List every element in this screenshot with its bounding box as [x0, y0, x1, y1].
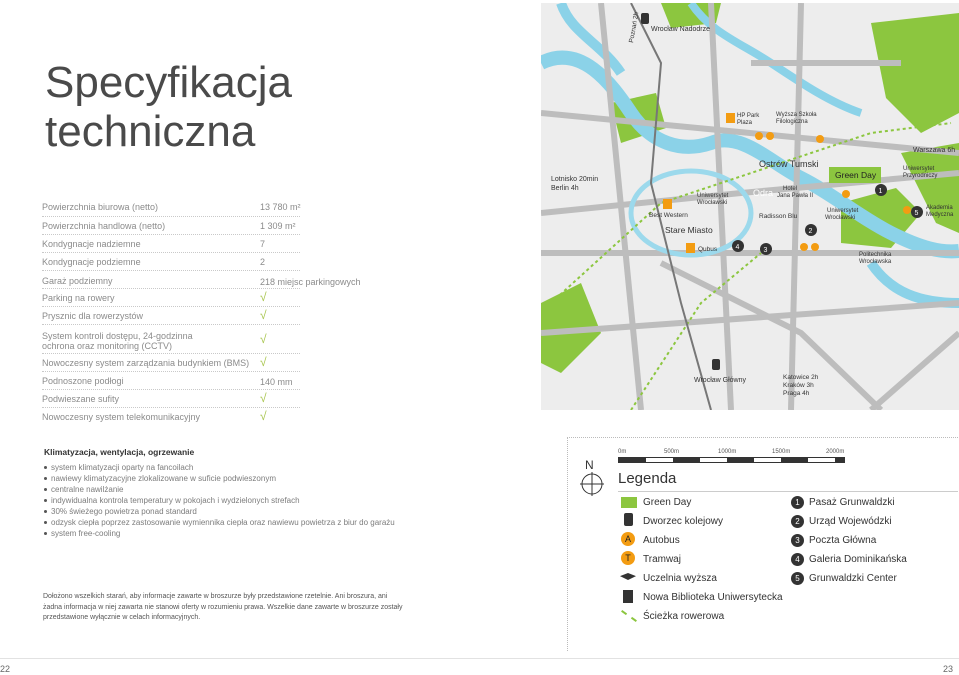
legend-item: Uczelnia wyższa [643, 573, 717, 584]
map-label: Uniwersytet [827, 208, 859, 214]
scale-tick-label: 1000m [718, 449, 737, 455]
tram-icon: T [621, 551, 635, 565]
marker-2[interactable] [805, 224, 817, 236]
hotel-icon [663, 199, 672, 209]
list-item: nawiewy klimatyzacyjne zlokalizowane w suficie podwieszonym [44, 473, 395, 484]
spec-row [42, 328, 300, 356]
map-label: Akademia [926, 205, 953, 211]
spec-label: Kondygnacje podziemne [42, 257, 141, 267]
map-label: Filologiczna [776, 119, 808, 125]
tram-stop[interactable] [800, 243, 808, 251]
legend-item: Dworzec kolejowy [643, 516, 724, 527]
scale-bar [618, 457, 845, 463]
divider [42, 324, 300, 325]
bus-stop[interactable] [842, 190, 850, 198]
marker-4[interactable] [732, 240, 744, 252]
check-icon: √ [260, 409, 267, 423]
check-icon: √ [260, 290, 267, 304]
spec-row [42, 409, 300, 426]
spec-label: Garaż podziemny [42, 276, 113, 286]
map-label: Politechnika [859, 252, 892, 258]
map-label: Plaza [737, 120, 753, 126]
river-label: Odra [753, 188, 774, 198]
bus-stop[interactable] [903, 206, 911, 214]
hotel-icon [726, 113, 735, 123]
spec-row [42, 373, 300, 390]
spec-label: Kondygnacje nadziemne [42, 239, 141, 249]
legend-item: Green Day [643, 497, 692, 508]
divider [42, 353, 300, 354]
bus-stop[interactable] [755, 132, 763, 140]
map-label: Poznań 2h [628, 11, 641, 44]
map-label: Wrocław Główny [694, 377, 746, 384]
spec-label: Powierzchnia biurowa (netto) [42, 202, 159, 212]
spec-value: 2 [260, 257, 266, 267]
number-badge: 3 [791, 534, 804, 547]
number-badge: 4 [791, 553, 804, 566]
map-label: Katowice 2h [783, 374, 819, 381]
marker-number: 3 [763, 247, 768, 254]
map-label: Stare Miasto [665, 225, 713, 235]
spec-value: 218 miejsc parkingowych [260, 277, 361, 287]
divider [42, 216, 300, 217]
spec-label: System kontroli dostępu, 24-godzinna ochrona oraz monitoring (CCTV) [42, 331, 193, 351]
legend-item: Autobus [643, 535, 680, 546]
map-label: Berlin 4h [551, 185, 579, 192]
list-item: centralne nawilżanie [44, 484, 395, 495]
map-label: Uniwersytet [903, 166, 935, 172]
legend-item: Tramwaj [643, 554, 681, 565]
scale-tick-label: 500m [664, 449, 680, 455]
climate-list [44, 462, 395, 539]
scale-tick-label: 0m [618, 449, 627, 455]
spec-label: Podnoszone podłogi [42, 376, 124, 386]
north-label: N [585, 458, 594, 472]
spec-row [42, 236, 300, 253]
footer-divider [0, 658, 959, 659]
marker-number: 4 [735, 244, 740, 251]
map-label: HP Park [737, 113, 760, 119]
legend-title: Legenda [618, 470, 677, 487]
marker-number: 5 [914, 210, 919, 217]
map-label: Kraków 3h [783, 382, 814, 389]
marker-number: 1 [878, 188, 883, 195]
spec-label: Nowoczesny system zarządzania budynkiem (BMS) [42, 358, 250, 368]
map-label: Przyrodniczy [903, 173, 938, 179]
marker-3[interactable] [760, 243, 772, 255]
number-badge: 5 [791, 572, 804, 585]
list-item: system free-cooling [44, 528, 395, 539]
divider [42, 252, 300, 253]
city-map[interactable] [541, 3, 959, 410]
number-badge: 1 [791, 496, 804, 509]
legend-item: Galeria Dominikańska [809, 554, 907, 565]
legend-item: Poczta Główna [809, 535, 877, 546]
legend-item: Pasaż Grunwaldzki [809, 497, 895, 508]
map-label: Wrocławski [825, 215, 856, 221]
spec-value: 13 780 m² [260, 202, 301, 212]
map-label: Wrocławska [859, 259, 892, 265]
disclaimer: Dołożono wszelkich starań, aby informacje zawarte w broszurze były przedstawione rzetelnie. Ani broszura, ani żadna informacja w niej zawarta nie stanowi oferty w rozumieniu prawa. Wszelkie dane zawarte w broszurze zostały przedstawione wyłącznie w celach informacyjnych. [43, 593, 403, 621]
map-label: Hotel [783, 186, 798, 192]
legend-item: Ścieżka rowerowa [643, 611, 725, 622]
map-label: Qubus [698, 246, 718, 253]
hotel-icon [686, 243, 695, 253]
spec-value: 7 [260, 239, 266, 249]
map-label: Wyższa Szkoła [776, 112, 817, 118]
divider [42, 288, 300, 289]
book-icon [623, 590, 633, 603]
green-day-swatch [621, 497, 637, 508]
spec-label: Powierzchnia handlowa (netto) [42, 221, 166, 231]
page-number-right: 23 [943, 664, 954, 674]
spec-row [42, 290, 300, 307]
map-label: Warszawa 6h [913, 147, 956, 154]
spec-row [42, 199, 300, 216]
map-label: Wrocławski [697, 200, 728, 206]
spec-row [42, 218, 300, 235]
train-icon [641, 13, 649, 24]
map-label: Uniwersytet [697, 193, 729, 199]
number-badge: 2 [791, 515, 804, 528]
spec-row [42, 355, 300, 372]
marker-1[interactable] [875, 184, 887, 196]
title-line-2: techniczna [45, 107, 256, 156]
title-line-1: Specyfikacja [45, 58, 293, 107]
map-label: Praga 4h [783, 390, 810, 397]
map-label: Medyczna [926, 212, 954, 218]
divider [42, 234, 300, 235]
list-item: system klimatyzacji oparty na fancoilach [44, 462, 395, 473]
train-icon [712, 359, 720, 370]
bus-stop[interactable] [811, 243, 819, 251]
divider [42, 407, 300, 408]
spec-row [42, 391, 300, 408]
spec-label: Podwieszane sufity [42, 394, 120, 404]
check-icon: √ [260, 391, 267, 405]
divider [42, 389, 300, 390]
spec-value: 1 309 m² [260, 221, 296, 231]
green-day-marker[interactable] [829, 167, 881, 183]
list-item: 30% świeżego powietrza ponad standard [44, 506, 395, 517]
legend-item: Grunwaldzki Center [809, 573, 897, 584]
map-label: Best Western [649, 212, 688, 219]
marker-number: 2 [808, 228, 813, 235]
divider [42, 306, 300, 307]
map-label: Ostrów Tumski [759, 159, 819, 169]
map-label: Wrocław Nadodrze [651, 26, 711, 33]
spec-value: 140 mm [260, 377, 293, 387]
spec-row [42, 254, 300, 271]
map-label: Radisson Blu [759, 213, 798, 220]
map-label: Green Day [835, 170, 877, 180]
scale-tick-label: 2000m [826, 449, 845, 455]
climate-heading: Klimatyzacja, wentylacja, ogrzewanie [44, 447, 195, 457]
check-icon: √ [260, 332, 267, 346]
page-number-left: 22 [0, 664, 11, 674]
legend-item: Urząd Wojewódzki [809, 516, 892, 527]
divider [42, 270, 300, 271]
compass-icon [580, 472, 604, 496]
spec-label: Nowoczesny system telekomunikacyjny [42, 412, 201, 422]
check-icon: √ [260, 355, 267, 369]
spec-label: Prysznic dla rowerzystów [42, 311, 144, 321]
marker-5[interactable] [911, 206, 923, 218]
train-icon [624, 513, 633, 526]
bus-icon: A [621, 532, 635, 546]
map-label: Lotnisko 20min [551, 176, 599, 183]
bus-stop[interactable] [766, 132, 774, 140]
scale-tick-label: 1500m [772, 449, 791, 455]
list-item: odzysk ciepła poprzez zastosowanie wymiennika ciepła oraz nawiewu powietrza z biur do garażu [44, 517, 395, 528]
legend-item: Nowa Biblioteka Uniwersytecka [643, 592, 783, 603]
list-item: indywidualna kontrola temperatury w pokojach i wydzielonych strefach [44, 495, 395, 506]
check-icon: √ [260, 308, 267, 322]
divider [618, 491, 958, 492]
tram-stop[interactable] [816, 135, 824, 143]
spec-row [42, 308, 300, 325]
map-label: Jana Pawła II [777, 193, 814, 199]
spec-label: Parking na rowery [42, 293, 115, 303]
divider [42, 371, 300, 372]
page-title [45, 58, 365, 156]
